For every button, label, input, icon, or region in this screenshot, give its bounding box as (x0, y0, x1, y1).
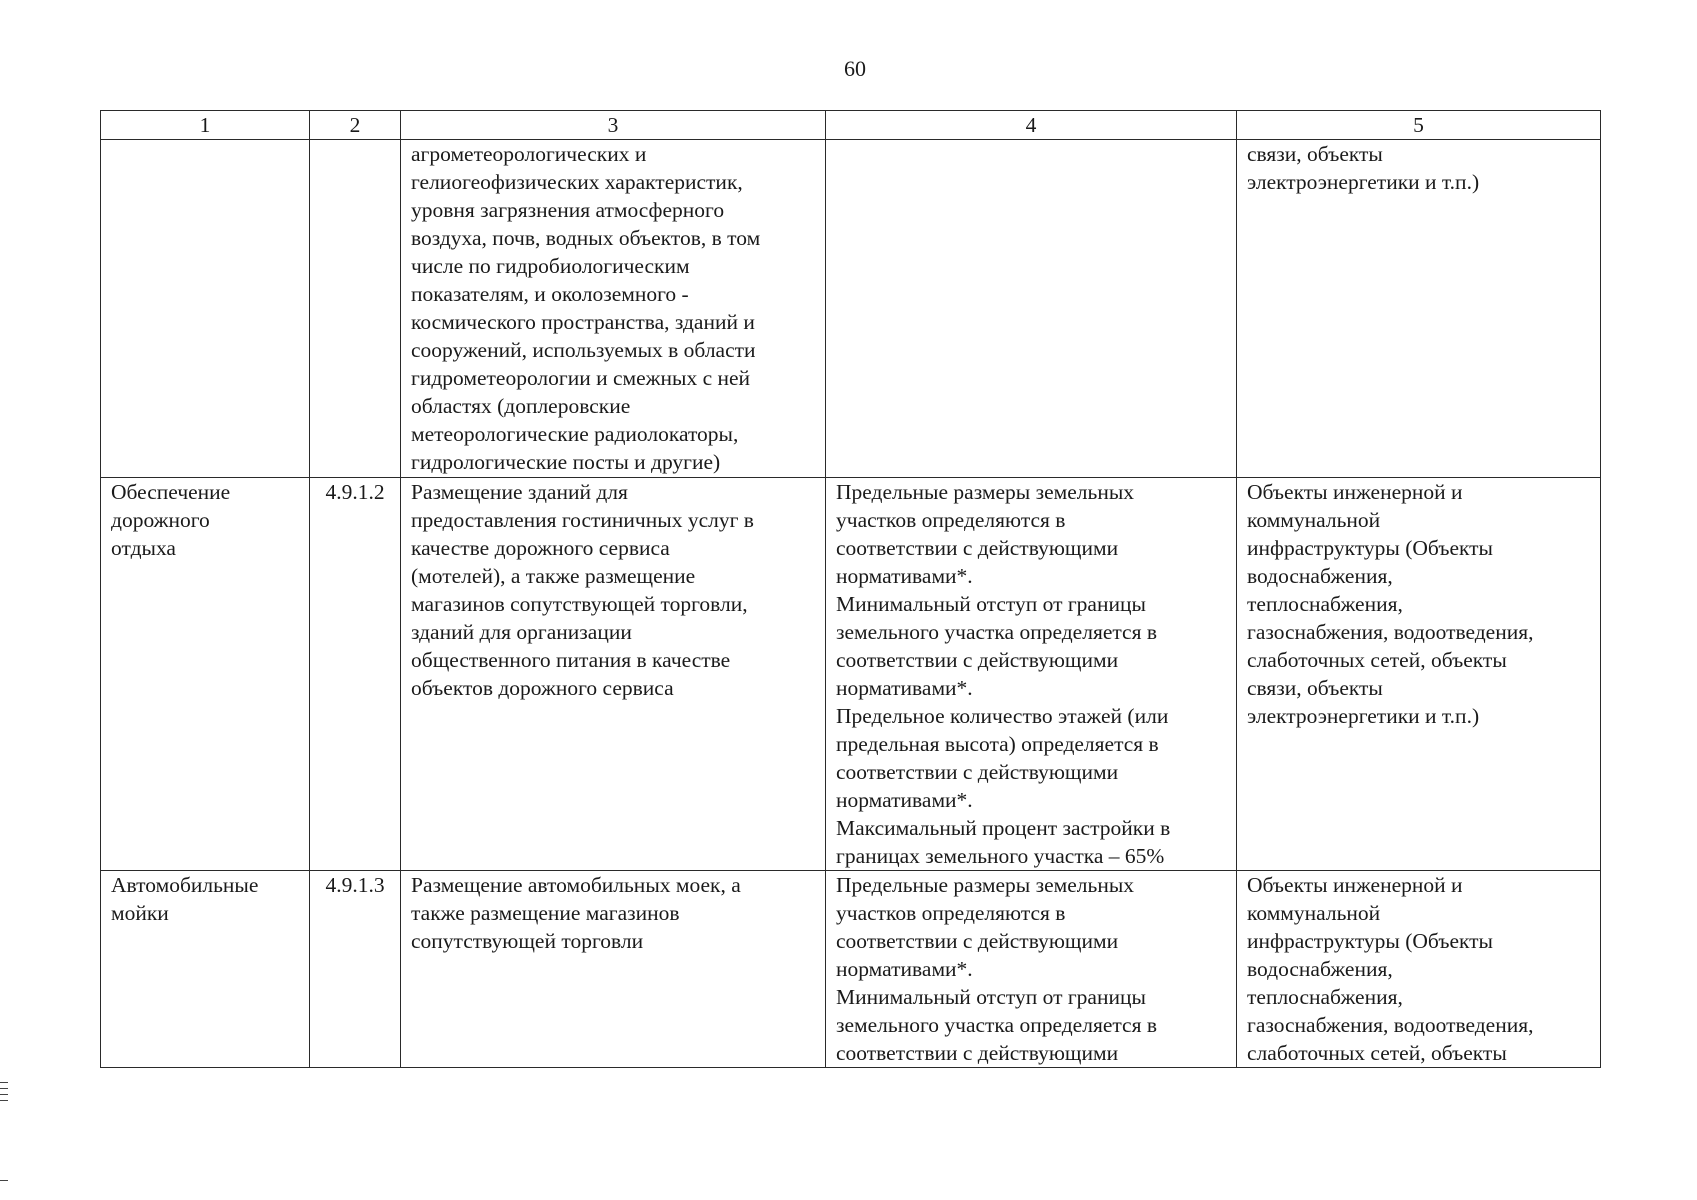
parameters-text: Предельные размеры земельных участков определяются в соответствии с действующими нормативами*. Минимальный отступ от границы земельного участка определяется в соответствии с действующими нормативами*. Предельное количество этажей (или предельная высота) определяется в соответствии с действующими нормативами*. Максимальный процент застройки в границах земельного участка – 65% (836, 480, 1171, 868)
zoning-table (100, 110, 1601, 1068)
parameters-cell (826, 871, 1237, 1068)
table-row (101, 871, 1601, 1068)
use-name: Автомобильные мойки (111, 873, 259, 925)
use-code: 4.9.1.3 (325, 873, 385, 897)
column-header: 3 (401, 111, 826, 140)
auxiliary-uses-cell (1237, 871, 1601, 1068)
scan-edge-mark (0, 1094, 8, 1095)
column-header: 1 (101, 111, 310, 140)
use-name-cell (101, 871, 310, 1068)
column-header: 2 (310, 111, 401, 140)
column-header: 4 (826, 111, 1237, 140)
table-row (101, 478, 1601, 871)
use-code: 4.9.1.2 (325, 480, 385, 504)
scan-edge-mark (0, 1180, 8, 1181)
use-name-cell (101, 478, 310, 871)
use-code-cell (310, 871, 401, 1068)
use-description-cell (401, 140, 826, 478)
use-code-cell (310, 140, 401, 478)
auxiliary-uses-text: Объекты инженерной и коммунальной инфраструктуры (Объекты водоснабжения, теплоснабжения, газоснабжения, водоотведения, слаботочных сетей, объекты связи, объекты электроэнергетики и т.п.) (1247, 480, 1534, 728)
auxiliary-uses-cell (1237, 140, 1601, 478)
use-name: Обеспечение дорожного отдыха (111, 480, 231, 560)
auxiliary-uses-cell (1237, 478, 1601, 871)
use-description: агрометеорологических и гелиогеофизических характеристик, уровня загрязнения атмосферного воздуха, почв, водных объектов, в том числе по гидробиологическим показателям, и околоземного - космического пространства, зданий и сооружений, используемых в области гидрометеорологии и смежных с ней областях (доплеровские метеорологические радиолокаторы, гидрологические посты и другие) (411, 142, 761, 474)
use-description: Размещение автомобильных моек, а также размещение магазинов сопутствующей торговли (411, 873, 741, 953)
parameters-cell (826, 478, 1237, 871)
scan-edge-mark (0, 1088, 8, 1089)
auxiliary-uses-text: Объекты инженерной и коммунальной инфраструктуры (Объекты водоснабжения, теплоснабжения, газоснабжения, водоотведения, слаботочных сетей, объекты (1247, 873, 1534, 1065)
use-description-cell (401, 871, 826, 1068)
auxiliary-uses-text: связи, объекты электроэнергетики и т.п.) (1247, 142, 1480, 194)
table-row (101, 140, 1601, 478)
use-description: Размещение зданий для предоставления гостиничных услуг в качестве дорожного сервиса (мотелей), а также размещение магазинов сопутствующей торговли, зданий для организации общественного питания в качестве объектов дорожного сервиса (411, 480, 754, 700)
page-number: 60 (844, 56, 866, 81)
parameters-cell (826, 140, 1237, 478)
use-description-cell (401, 478, 826, 871)
use-name-cell (101, 140, 310, 478)
scan-edge-mark (0, 1100, 8, 1101)
column-header: 5 (1237, 111, 1601, 140)
table-header-row (101, 111, 1601, 140)
use-code-cell (310, 478, 401, 871)
parameters-text: Предельные размеры земельных участков определяются в соответствии с действующими нормативами*. Минимальный отступ от границы земельного участка определяется в соответствии с действующими (836, 873, 1157, 1065)
scan-edge-mark (0, 1082, 8, 1083)
